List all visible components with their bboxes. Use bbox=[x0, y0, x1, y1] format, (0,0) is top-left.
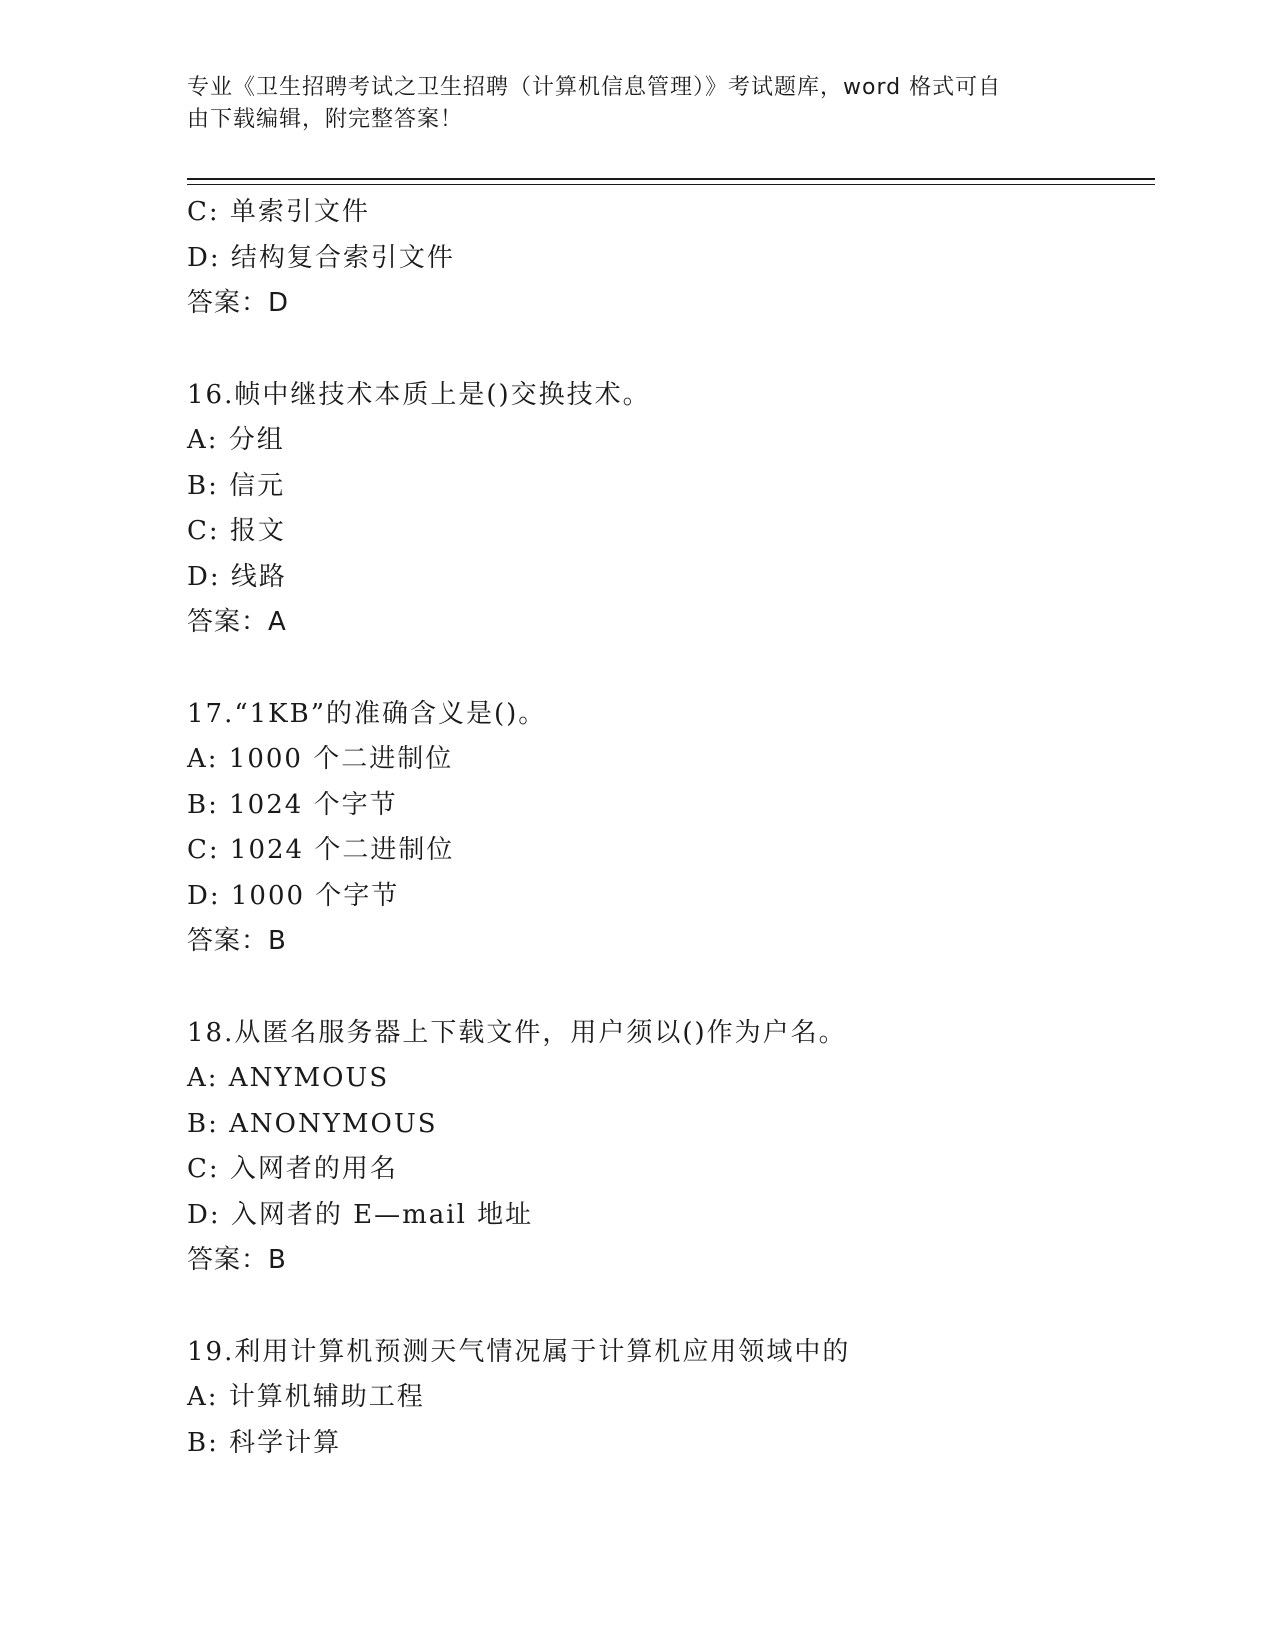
answer-line: 答案：B bbox=[187, 1245, 287, 1275]
option-a: A: ANYMOUS bbox=[187, 1063, 390, 1093]
option-c: C: 1024 个二进制位 bbox=[187, 835, 455, 865]
answer-line: 答案：D bbox=[187, 288, 290, 318]
answer-line: 答案：B bbox=[187, 926, 287, 956]
option-b: B: 科学计算 bbox=[187, 1427, 342, 1458]
option-a: A: 1000 个二进制位 bbox=[187, 744, 454, 774]
question-list bbox=[187, 190, 1155, 1466]
option-d: D: 线路 bbox=[187, 561, 287, 592]
option-d: D: 结构复合索引文件 bbox=[187, 242, 455, 273]
answer-line: 答案：A bbox=[187, 607, 287, 637]
option-b: B: ANONYMOUS bbox=[187, 1108, 438, 1139]
question-stem: 18.从匿名服务器上下载文件，用户须以()作为户名。 bbox=[187, 1017, 847, 1048]
option-c: C: 入网者的用名 bbox=[187, 1154, 398, 1184]
option-d: D: 1000 个字节 bbox=[187, 880, 400, 911]
header-line-1: 专业《卫生招聘考试之卫生招聘（计算机信息管理）》考试题库，word 格式可自 bbox=[187, 75, 1002, 100]
question-17 bbox=[187, 692, 1155, 965]
question-19 bbox=[187, 1330, 1155, 1467]
header-divider-thin bbox=[187, 184, 1155, 185]
question-16 bbox=[187, 373, 1155, 646]
option-c: C: 报文 bbox=[187, 516, 286, 546]
question-stem: 19.利用计算机预测天气情况属于计算机应用领域中的 bbox=[187, 1336, 851, 1367]
question-stem: 16.帧中继技术本质上是()交换技术。 bbox=[187, 379, 651, 410]
option-d: D: 入网者的 E—mail 地址 bbox=[187, 1199, 534, 1230]
header-line-2: 由下载编辑，附完整答案！ bbox=[187, 107, 464, 132]
option-b: B: 信元 bbox=[187, 470, 286, 501]
question-stem: 17.“1KB”的准确含义是()。 bbox=[187, 698, 547, 729]
option-a: A: 分组 bbox=[187, 425, 285, 455]
prev-question bbox=[187, 190, 1155, 327]
option-c: C: 单索引文件 bbox=[187, 197, 370, 227]
option-b: B: 1024 个字节 bbox=[187, 789, 398, 820]
option-a: A: 计算机辅助工程 bbox=[187, 1382, 425, 1412]
question-18 bbox=[187, 1011, 1155, 1284]
header-divider-thick bbox=[187, 178, 1155, 180]
document-header bbox=[187, 72, 1067, 136]
